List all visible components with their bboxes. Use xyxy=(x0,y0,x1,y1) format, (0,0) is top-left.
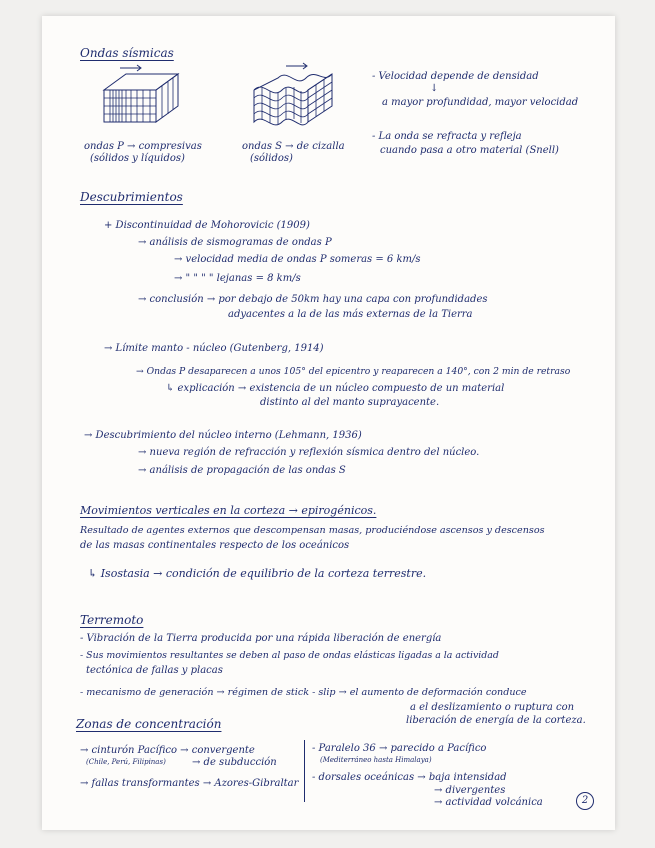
p-wave-sublabel: (sólidos y líquidos) xyxy=(90,153,185,164)
desc-line-3: → velocidad media de ondas P someras = 6 km/s xyxy=(174,254,421,265)
movimientos-heading: Movimientos verticales en la corteza → epirogénicos. xyxy=(80,504,377,517)
column-divider xyxy=(304,740,305,802)
zonas-right-3: → divergentes xyxy=(434,785,506,796)
down-arrow: ↓ xyxy=(430,83,439,94)
zonas-left-1b: (Chile, Perú, Filipinas) xyxy=(86,758,166,766)
s-wave-label: ondas S → de cizalla xyxy=(242,141,345,152)
desc-line-4: → " " " " lejanas = 8 km/s xyxy=(174,273,301,284)
desc-line-9: ↳ explicación → existencia de un núcleo compuesto de un material xyxy=(166,383,505,394)
p-wave-label: ondas P → compresivas xyxy=(84,141,202,152)
terremoto-line-3: tectónica de fallas y placas xyxy=(86,665,223,676)
descubrimientos-heading: Descubrimientos xyxy=(80,190,183,204)
desc-line-8: → Ondas P desaparecen a unos 105° del epicentro y reaparecen a 140°, con 2 min de retraso xyxy=(136,366,571,377)
desc-line-1: + Discontinuidad de Mohorovicic (1909) xyxy=(104,220,310,231)
desc-line-13: → análisis de propagación de las ondas S xyxy=(138,465,346,476)
zonas-right-4: → actividad volcánica xyxy=(434,797,543,808)
zonas-right-2: - dorsales oceánicas → baja intensidad xyxy=(312,772,507,783)
zonas-left-1c: → de subducción xyxy=(192,757,277,768)
terremoto-heading: Terremoto xyxy=(80,613,144,627)
zonas-right-1: - Paralelo 36 → parecido a Pacífico xyxy=(312,743,487,754)
zonas-left-2: → fallas transformantes → Azores-Gibraltar xyxy=(80,778,299,789)
terremoto-line-2: - Sus movimientos resultantes se deben al paso de ondas elásticas ligadas a la actividad xyxy=(80,650,499,661)
notebook-page xyxy=(42,16,615,830)
zonas-left-1: → cinturón Pacífico → convergente xyxy=(80,745,255,756)
desc-line-2: → análisis de sismogramas de ondas P xyxy=(138,237,332,248)
movimientos-line-1: Resultado de agentes externos que descompensan masas, produciéndose ascensos y descensos xyxy=(80,525,545,536)
desc-line-11: → Descubrimiento del núcleo interno (Lehmann, 1936) xyxy=(84,430,362,441)
terremoto-line-6: liberación de energía de la corteza. xyxy=(406,715,586,726)
desc-line-10: distinto al del manto suprayacente. xyxy=(260,397,440,408)
zonas-heading: Zonas de concentración xyxy=(76,717,222,731)
isostasia-line: ↳ Isostasia → condición de equilibrio de la corteza terrestre. xyxy=(88,567,427,580)
s-wave-sublabel: (sólidos) xyxy=(250,153,293,164)
refraccion-note-2: cuando pasa a otro material (Snell) xyxy=(380,145,559,156)
profundidad-note: a mayor profundidad, mayor velocidad xyxy=(382,97,579,108)
movimientos-line-2: de las masas continentales respecto de los oceánicos xyxy=(80,540,350,551)
zonas-right-1b: (Mediterráneo hasta Himalaya) xyxy=(320,756,432,764)
terremoto-line-1: - Vibración de la Tierra producida por una rápida liberación de energía xyxy=(80,633,442,644)
terremoto-line-5: a el deslizamiento o ruptura con xyxy=(410,702,575,713)
page-number: 2 xyxy=(576,792,594,810)
desc-line-7: → Límite manto - núcleo (Gutenberg, 1914) xyxy=(104,343,324,354)
desc-line-12: → nueva región de refracción y reflexión sísmica dentro del núcleo. xyxy=(138,447,480,458)
p-wave-block-figure xyxy=(82,60,182,128)
desc-line-5: → conclusión → por debajo de 50km hay una capa con profundidades xyxy=(138,294,488,305)
desc-line-6: adyacentes a la de las más externas de la Tierra xyxy=(228,309,473,320)
terremoto-line-4: - mecanismo de generación → régimen de stick - slip → el aumento de deformación conduce xyxy=(80,687,527,698)
s-wave-block-figure xyxy=(242,60,347,128)
velocidad-note: - Velocidad depende de densidad xyxy=(372,71,539,82)
page-title: Ondas sísmicas xyxy=(80,46,174,60)
refraccion-note-1: - La onda se refracta y refleja xyxy=(372,131,522,142)
